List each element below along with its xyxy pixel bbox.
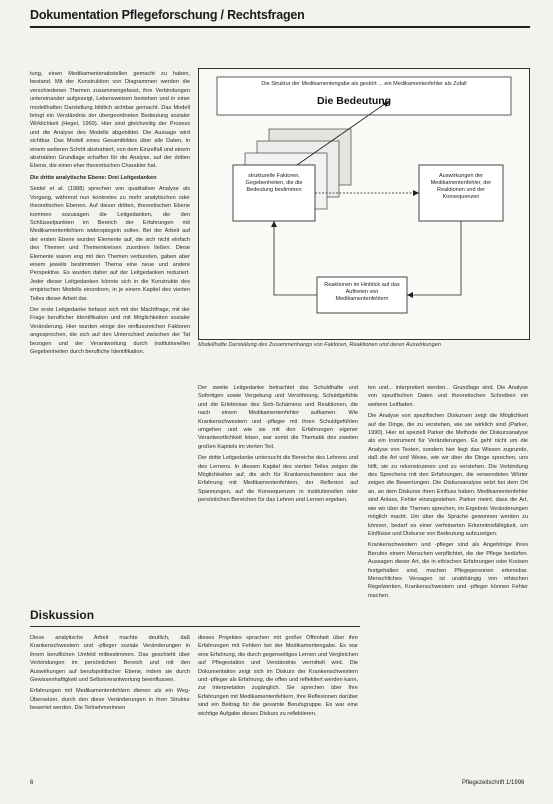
section-rule [30,626,360,627]
bottom-mid-column [198,634,358,772]
bottom-left-column [30,634,190,772]
figure-bottom-text: Reaktionen im Hinblick auf das Auftreten von Medikamentenfehlern [324,282,400,302]
left-column [30,70,190,590]
arrow-right-bottom-head [407,292,413,298]
figure-top-text: Die Struktur der Medikamentengabe als gestört ... ein Medikamentenfehler als Zufall [261,81,467,87]
arrow-bottom-left-head [271,221,277,227]
model-figure [198,68,530,340]
figure-caption: Modellhafte Darstellung des Zusammenhangs von Faktoren, Reaktionen und deren Auswirkungen [198,342,441,348]
middle-column [198,384,358,594]
page-number: 6 [30,780,34,786]
header-rule [30,26,530,28]
subhead-third-level: Die dritte analytische Ebene: Drei Leitgedanken [30,174,157,181]
right-column [368,384,528,768]
left-para-1: tung, einen Medikamentenabstellen gemacht zu haben, bestand. Mit der Konstruktion von Diagrammen werden die verschiedenen Themen zusammengefasst, ihre Verbindungen untereinander aufgezeigt, Lebensweisen bestehen und in einer modellhaften Darstellung bildlich sichtbar gemacht. Das Modell bringt ein Verständnis der übergeordneten Bedeutung sozialer Wirklichkeit (Hegel, 1969). Hier sind gleichzeitig der Prozess und die Analyse des Modells abgebildet. Die Aussage wird sichtbar. Das Modell eines Gesamtbildes über alle Daten, in einem weiteren Schritt abstrahiert, von dem Einzelfall und einem abstrakten Grundlage schaffen für die Analyse, auf der dritten Ebene, die einen eher theoretischen Charakter hat. [30,71,190,170]
bottom-mid-para-1: dieses Projektes sprachen mit großer Offenheit über ihre Erfahrungen mit Fehlern bei der Medikamentengabe. Es war eine Erfahrung, die durch gegenseitiges Lernen und Vergleichen auf Pflegestation und Verständnis vermittelt wird. Die Dokumentation zeigt sich im Diskurs der Krankenschwestern und -pfleger als Erfahrung, die offen und reflektiert werden kann, zur Interpretation zugänglich. Sie sprechen über Ihre Erfahrungen mit Medikamentenfehlern, ihre Reflexionen darüber sind ein Beitrag für die gesamte Berufsgruppe. Es war eine wichtige Aufgabe dieses Diskurs zu reflektieren. [198,635,358,717]
right-para-2: Die Analyse von spezifischen Diskursen zeigt die Möglichkeit auf die Dinge, die zu verstehen, wie sie wirklich sind (Parker, 1990). Hier ist speziell Parker die Methode der Diskursanalyse als ein Instrument für Veränderungen. Es geht nicht um die Analyse von Texten, sondern hier liegt das Wissen zugrunde, daß die Art und Weise, wie wir über die Dinge sprechen, uns hilft, sie zu rekonstruieren und zu verstehen. Die Verbindung des Sprechens mit den Erfahrungen, die verwendeten Wörter zeigen die Bewertungen. Die Diskursanalyse setzt bei dem Ort an, an dem Diskurse ihren Einfluss haben. Medikamentenfehler sind Anlass, Fehler einzugestehen. Parker meint, dass die Art, wie wir über die Themen sprechen, im Ergebnis Veränderungen möglich macht. Um über die Sprache gewonnen werden zu können, bedarf es einer verfeinerten Erkenntnisfähigkeit, um Einflüsse und Diskurse von Bedeutung aufzuzeigen. [368,413,528,537]
figure-left-text: strukturelle Faktoren, Gegebenheiten, die die Bedeutung bestimmen [245,173,303,193]
left-para-2: Seidel et al. (1988) sprechen von qualitativer Analyse als Vorgang, während nun konkretes zu mehr analytischen oder theoretischen Ebenen. Auf dieser dritten, theoretischen Ebene kommen sozusagen die Leitgedanken, die den Schlüsselpunkten im Bereich der Erfahrungen mit Medikamentenfehlern widerspiegeln sollen. Bei der Arbeit auf der ersten Ebene wurden Elemente auf, die sich nicht einfach den Themen und Themenkreisen zuordnen ließen. Diese Elemente waren eng mit den Themen verbunden, gaben aber einem jeweils bestimmten Thema eine neue und andere Perspektive. Es wurden daher auf der Leitgedanken reduziert. Jeder dieser Leitgedanken könnte sich in die Konstrukte des empirischen Modells einordnen, in je einem Kapitel des vierten Teiles dieser Arbeit dar. [30,186,190,302]
figure-right-text: Auswirkungen der Medikamentenfehler, der Reaktionen und der Konsequenzen [430,173,492,200]
right-para-1: ten und... interpretiert werden... Grundlage sind. Die Analyse von spezifischen Daten und theoretischen Schreiben ein weiterer Leitfaden. [368,385,528,408]
publication-name: Pflegezeitschrift 1/1996 [462,780,525,786]
mid-para-1: Der zweite Leitgedanke betrachtet das Schuldhafte und Sofortigen sowie Vergebung und Versöhnung, Schuldgefühle und die Erlebnisse des Sich-Schämens und Reaktionen, die nach einem Medikamentenfehler aufkamen. Wie Krankenschwestern und -pfleger mit ihren Schuldgefühlen umgehen und wie sie mit den Erfahrungen eigener Verantwortlichkeit leben, war somit die Thematik des zweiten großen Kapitels im vierten Teil. [198,385,358,450]
mid-para-2: Der dritte Leitgedanke untersucht die Bereiche des Lehrens und des Lernens. In diesem Kapitel des vierten Teiles zeigen die Möglichkeiten auf, die sich für Krankenschwestern aus der Erfahrung mit Medikamentenfehlern, der Reflexion auf Spannungen, auf die Konsequenzen in institutionellen oder persönlichen Bereichen für das Lehren und Lernen ergeben. [198,455,358,504]
right-para-3: Krankenschwestern und -pfleger sind als Angehörige ihres Berufes einem Menschen verpflichtet, die der Pflege bedürfen. Aussagen dieser Art, die in ethischen Erfahrungen oder Kreisen festgehalten sind, machen Pflegepersonen erkennbar. Menschliches Versagen ist unabhängig von ethischen Regelwerken, Krankenschwestern und -pfleger können Fehler machen. [368,542,528,599]
arrow-bottom-to-left [274,221,317,295]
arrow-left-right-head [413,190,419,196]
figure-title: Die Bedeutung [317,95,392,107]
bottom-left-para-2: Erfahrungen mit Medikamentenfehlern dienen als ein Weg-Übersetzer, durch den diese Veränderungen in ihrer Struktur bewertet werden. Die Teilnehmerinnen [30,688,190,712]
left-para-3: Der erste Leitgedanke befasst sich mit der Machtfrage, mit der Frage beruflicher Identifikation und mit Möglichkeiten sozialer Veränderung. Hier wurden einige der einflussreichen Faktoren angesprochen, die sich auf den Unterschied zwischen der Tat bezogen und der Verantwortung durch institutionellen Gegebenheiten durch berufliche Identifikation. [30,306,190,355]
arrow-right-to-bottom [407,221,461,295]
page-header: Dokumentation Pflegeforschung / Rechtsfragen [30,8,305,22]
bottom-left-para-1: Diese analytische Arbeit machte deutlich, daß Krankenschwestern und -pfleger soziale Veränderungen in ihrem beruflichen Umfeld mitbestimmen. Das geschieht über Verbindungen im persönlichen Bereich und mit den Auswirkungen auf berufspolitischer Ebene, indem sie durch Gewissenhaftigkeit und Selbstverantwortung beeinflussen. [30,635,190,684]
section-title-diskussion: Diskussion [30,608,95,622]
